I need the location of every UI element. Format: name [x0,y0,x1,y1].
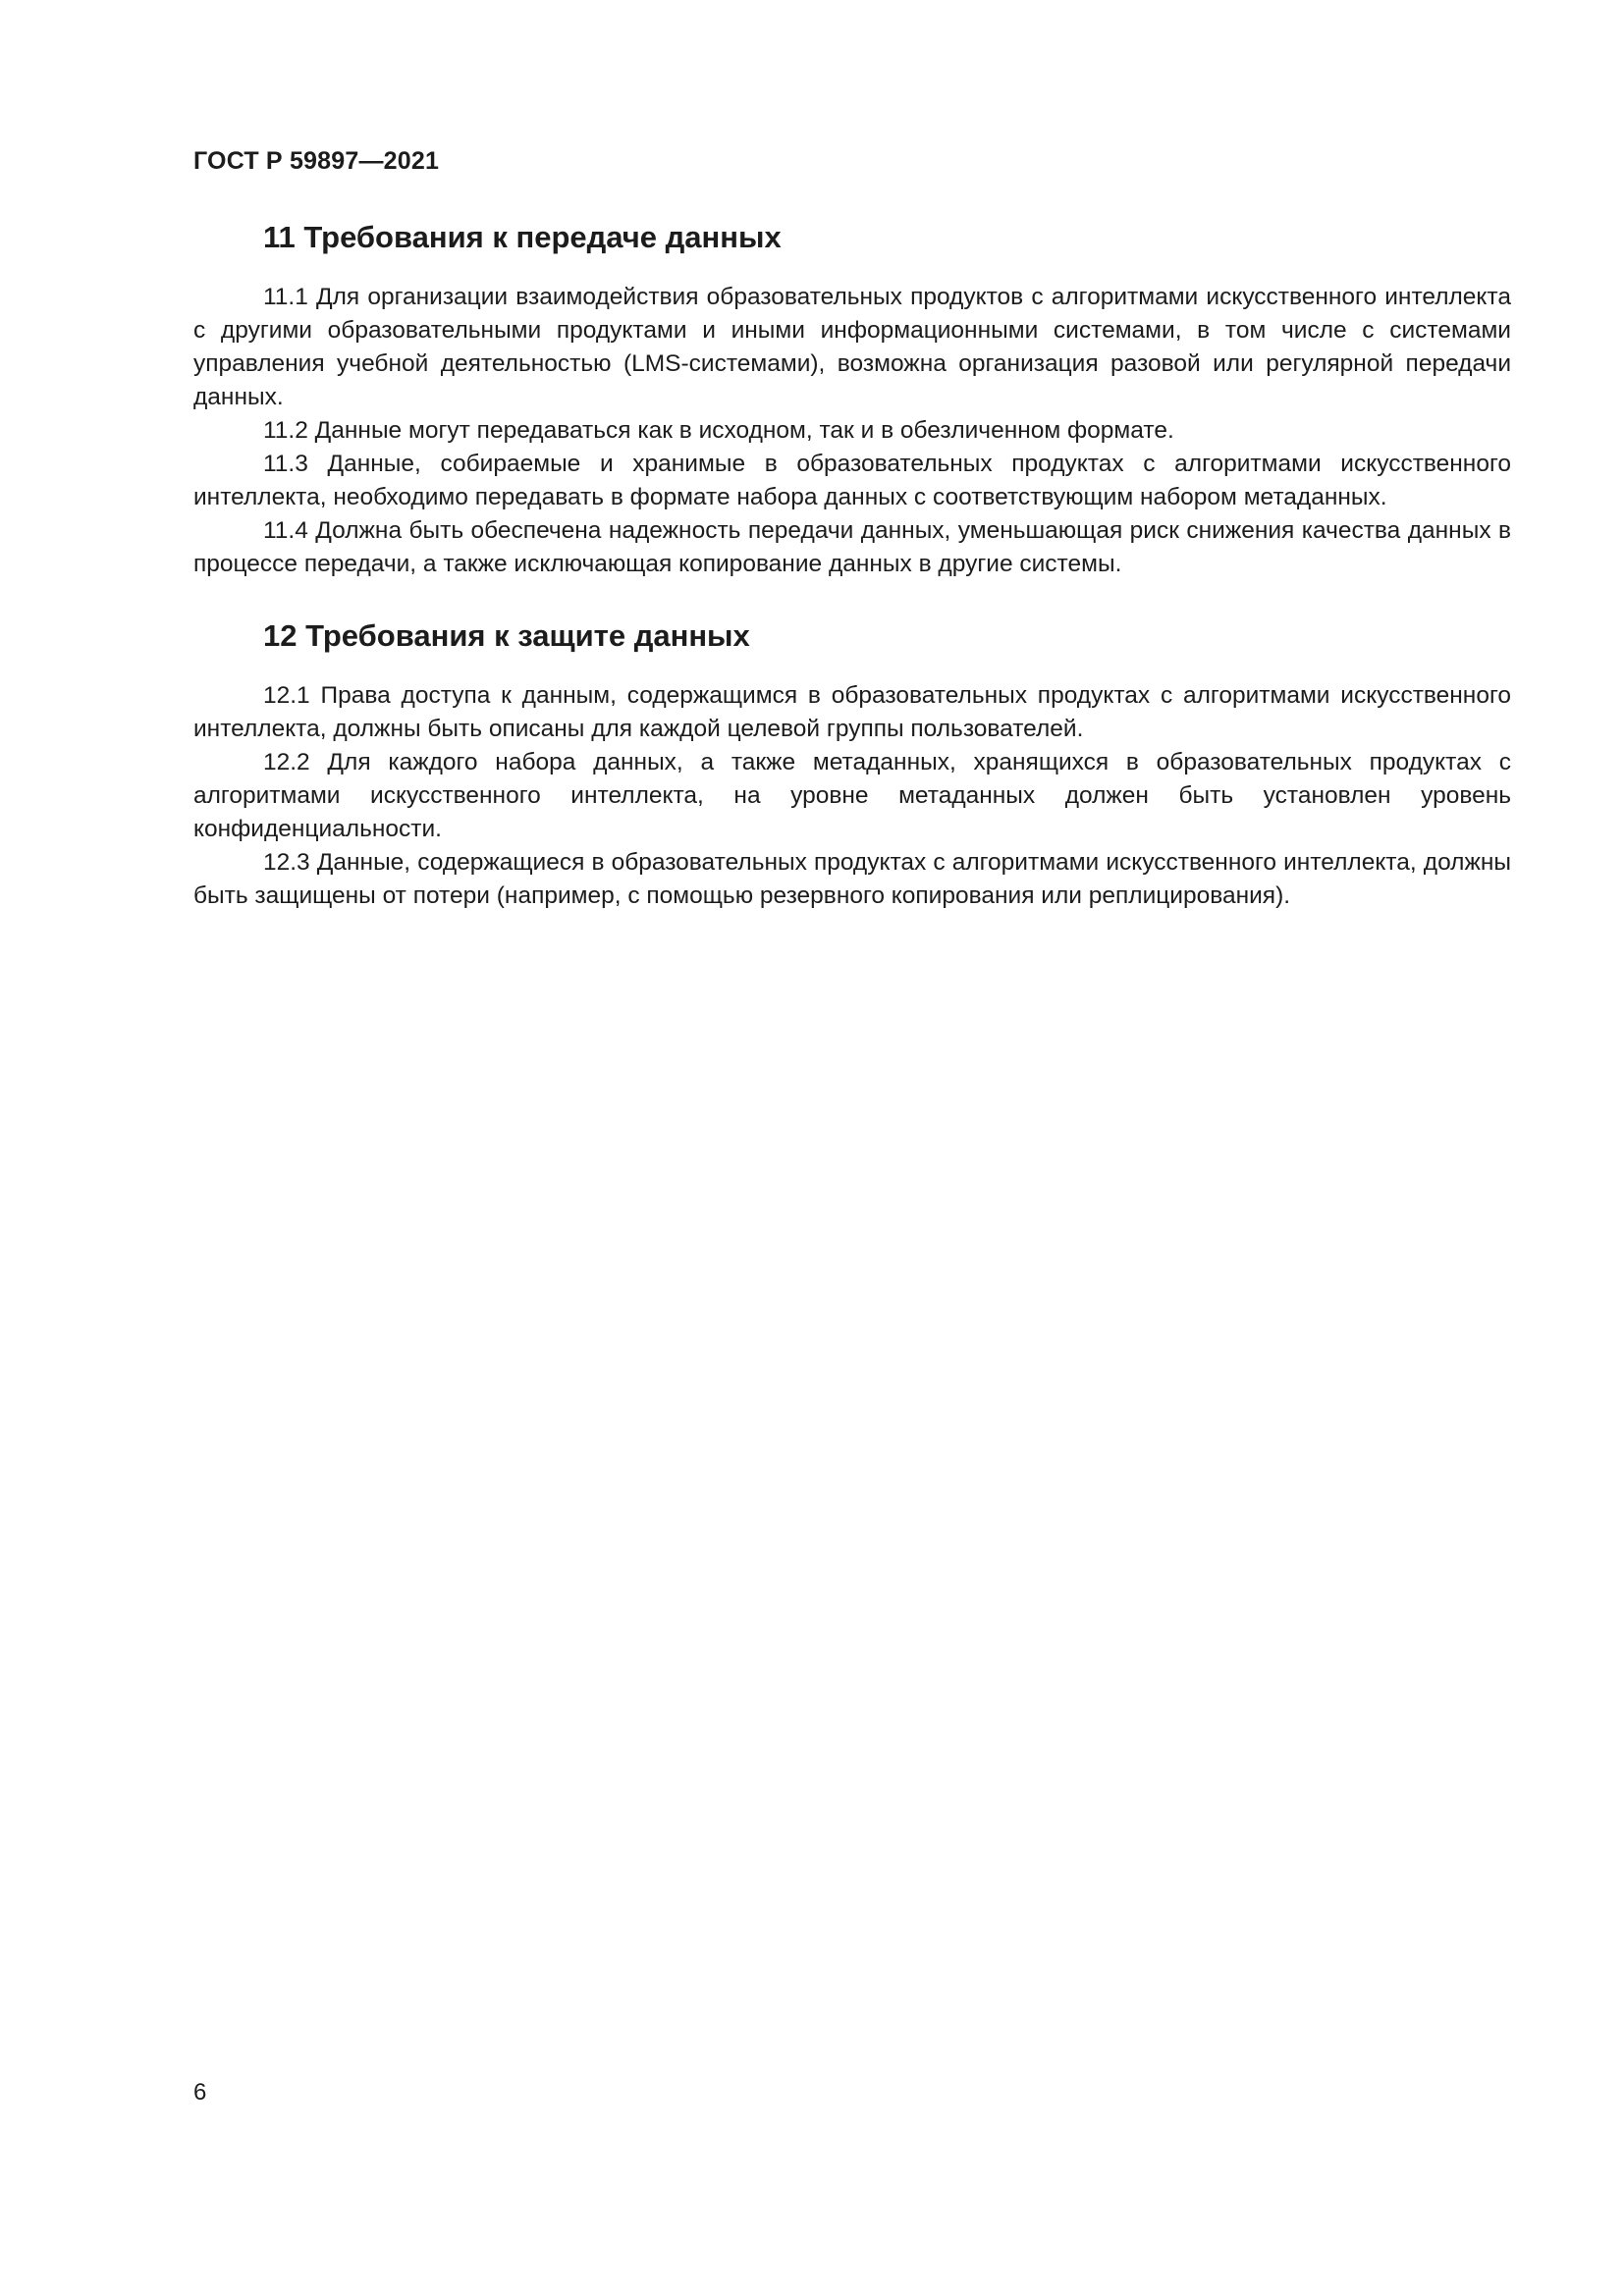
paragraph-11-3: 11.3 Данные, собираемые и хранимые в образовательных продуктах с алгоритмами искусственного интеллекта, необходимо передавать в формате набора данных с соответствующим набором метаданных. [193,451,1511,510]
section-data-protection [193,616,1511,913]
section-data-transfer [193,218,1511,581]
paragraph-11-1: 11.1 Для организации взаимодействия образовательных продуктов с алгоритмами искусственного интеллекта с другими образовательными продуктами и иными информационными системами, в том числе с системами управления учебной деятельностью (LMS-системами), возможна организация разовой или регулярной передачи данных. [193,284,1511,410]
paragraph-12-3: 12.3 Данные, содержащиеся в образовательных продуктах с алгоритмами искусственного интеллекта, должны быть защищены от потери (например, с помощью резервного копирования или реплицирования). [193,849,1511,909]
paragraph-11-2: 11.2 Данные могут передаваться как в исходном, так и в обезличенном формате. [263,417,1174,444]
section-title: 11 Требования к передаче данных [263,220,782,254]
page-number: 6 [193,2079,207,2106]
document-header: ГОСТ Р 59897—2021 [193,147,440,175]
paragraph-11-4: 11.4 Должна быть обеспечена надежность передачи данных, уменьшающая риск снижения качества данных в процессе передачи, а также исключающая копирование данных в другие системы. [193,517,1511,577]
document-body [193,218,1511,948]
paragraph-12-2: 12.2 Для каждого набора данных, а также метаданных, хранящихся в образовательных продуктах с алгоритмами искусственного интеллекта, на уровне метаданных должен быть установлен уровень конфиденциальности. [193,749,1511,842]
section-title: 12 Требования к защите данных [263,618,750,653]
paragraph-12-1: 12.1 Права доступа к данным, содержащимся в образовательных продуктах с алгоритмами искусственного интеллекта, должны быть описаны для каждой целевой группы пользователей. [193,682,1511,742]
